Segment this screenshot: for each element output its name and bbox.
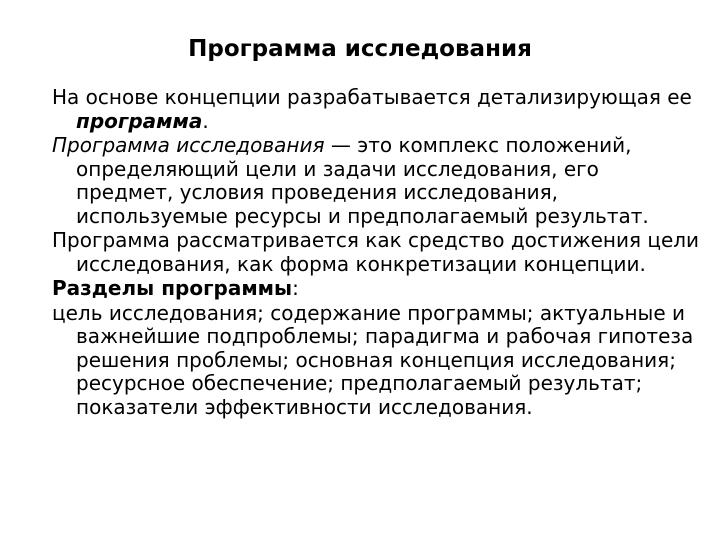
- sections-heading: Разделы программы: [52, 276, 293, 300]
- paragraph-concept: [52, 86, 702, 133]
- sections-heading-colon: :: [292, 276, 299, 300]
- paragraph-purpose-text: Программа рассматривается как средство достижения цели исследования, как форма конкретизации концепции.: [52, 228, 700, 276]
- term-programma-issledovaniya: Программа исследования: [52, 133, 325, 157]
- term-programma: программа: [76, 108, 203, 133]
- slide-title: Программа исследования: [188, 36, 532, 62]
- paragraph-concept-text: На основе концепции разрабатывается детализирующая ее: [52, 85, 692, 109]
- paragraph-sections-list: [52, 302, 702, 420]
- paragraph-definition-text: — это комплекс положений, определяющий цели и задачи исследования, его предмет, условия проведения исследования, используемые ресурсы и предполагаемый результат.: [76, 133, 649, 228]
- paragraph-sections-heading: [52, 277, 702, 301]
- sections-list-text: цель исследования; содержание программы; актуальные и важнейшие подпроблемы; парадигма и рабочая гипотеза решения проблемы; основная концепция исследования; ресурсное обеспечение; предполагаемый результат; показатели эффективности исследования.: [52, 300, 694, 419]
- paragraph-concept-end: .: [202, 108, 209, 133]
- slide-body: [52, 86, 702, 419]
- paragraph-purpose: [52, 229, 702, 276]
- paragraph-definition: [52, 134, 702, 228]
